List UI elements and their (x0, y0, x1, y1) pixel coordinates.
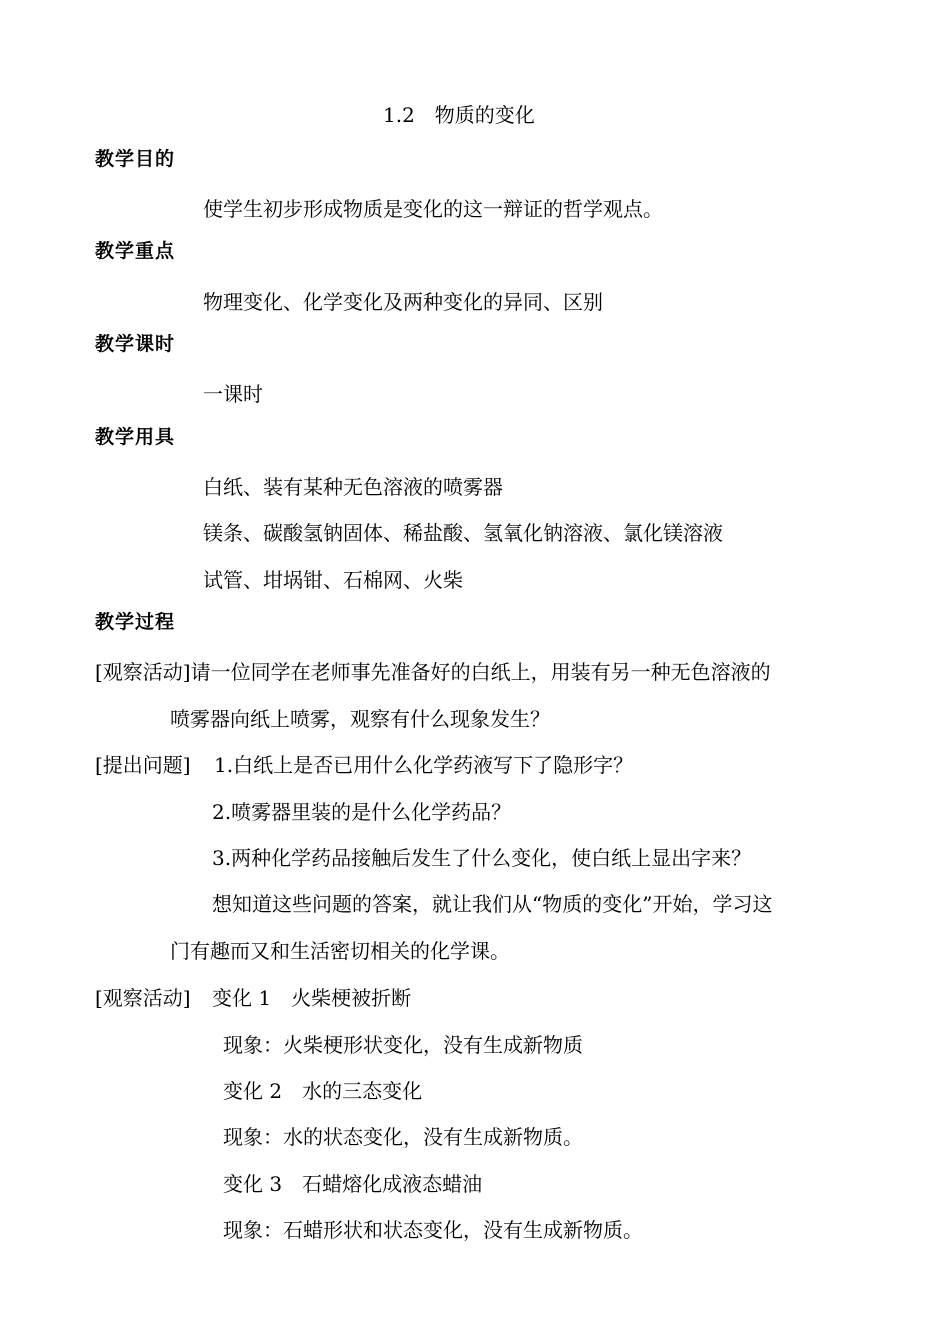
heading-objective: 教学目的 (95, 148, 176, 170)
heading-class-hours: 教学课时 (95, 333, 176, 355)
heading-key-points: 教学重点 (95, 240, 176, 262)
question-item: 1.白纸上是否已用什么化学药液写下了隐形字？ (214, 753, 634, 777)
intro-line1: 想知道这些问题的答案，就让我们从“物质的变化”开始，学习这 (212, 892, 773, 916)
activity1-line2: 喷雾器向纸上喷雾，观察有什么现象发生？ (170, 707, 550, 731)
tools-item: 白纸、装有某种无色溶液的喷雾器 (203, 475, 503, 499)
activity1-line1: [观察活动]请一位同学在老师事先准备好的白纸上，用装有另一种无色溶液的 (95, 660, 771, 684)
question-item: 3.两种化学药品接触后发生了什么变化，使白纸上显出字来？ (212, 846, 752, 870)
key-points-text: 物理变化、化学变化及两种变化的异同、区别 (203, 290, 603, 314)
change-observation: 现象：水的状态变化，没有生成新物质。 (223, 1125, 583, 1149)
tools-item: 镁条、碳酸氢钠固体、稀盐酸、氢氧化钠溶液、氯化镁溶液 (203, 521, 723, 545)
page-title: 1.2 物质的变化 (383, 103, 535, 127)
question-item: 2.喷雾器里装的是什么化学药品？ (212, 800, 512, 824)
question-label: [提出问题] (95, 753, 191, 777)
tools-item: 试管、坩埚钳、石棉网、火柴 (203, 568, 463, 592)
objective-text: 使学生初步形成物质是变化的这一辩证的哲学观点。 (203, 197, 663, 221)
heading-process: 教学过程 (95, 611, 176, 633)
change-observation: 现象：火柴梗形状变化，没有生成新物质 (223, 1033, 583, 1057)
change-item: 变化 3 石蜡熔化成液态蜡油 (223, 1172, 483, 1196)
class-hours-text: 一课时 (203, 382, 263, 406)
change-item: 变化 2 水的三态变化 (223, 1079, 423, 1103)
change-observation: 现象：石蜡形状和状态变化，没有生成新物质。 (223, 1218, 643, 1242)
change-item: 变化 1 火柴梗被折断 (212, 986, 412, 1010)
activity2-label: [观察活动] (95, 986, 191, 1010)
intro-line2: 门有趣而又和生活密切相关的化学课。 (170, 939, 510, 963)
heading-tools: 教学用具 (95, 426, 176, 448)
